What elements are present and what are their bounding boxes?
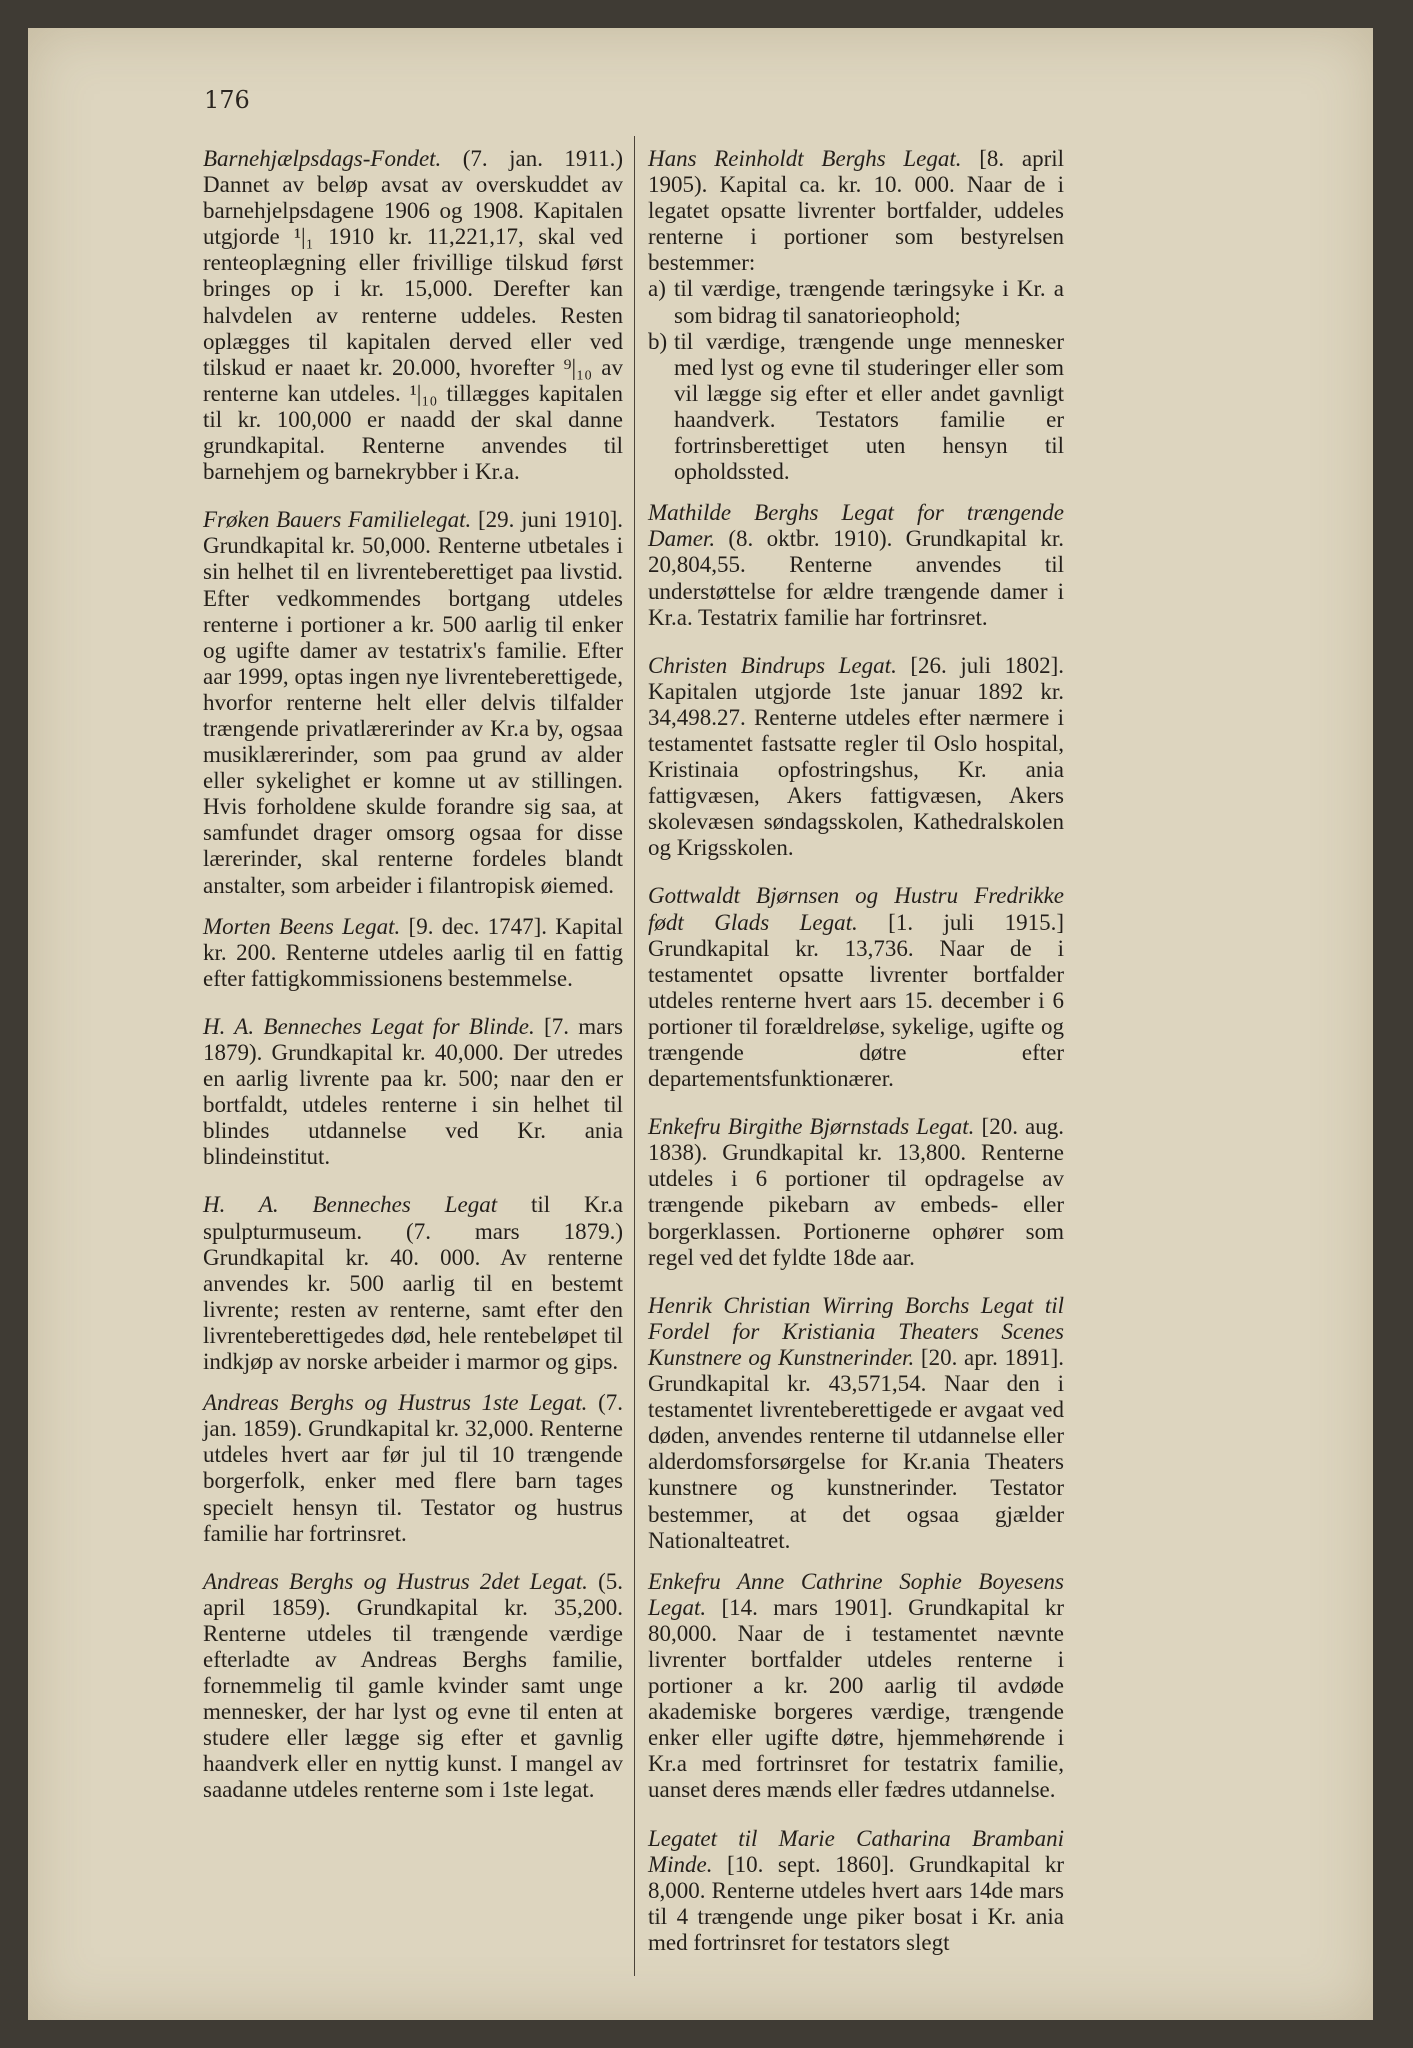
legat-entry — [648, 146, 1064, 485]
entry-title: Hans Reinholdt Berghs Legat. — [648, 146, 962, 171]
list-item — [648, 329, 1064, 486]
legat-entry — [203, 914, 623, 992]
entry-title: H. A. Benneches Legat for Blinde. — [203, 1013, 535, 1039]
entry-text: [8. april 1905). Kapital ca. kr. 10. 000. Naar de i legatet opsatte livrenter bortfalder, uddeles renterne i portioner som bestyrelsen bestemmer: — [648, 146, 1065, 276]
right-column — [648, 146, 1064, 1978]
left-column — [203, 146, 623, 1826]
list-marker: a) — [648, 276, 666, 302]
legat-entry — [648, 500, 1064, 630]
entry-text: [10. sept. 1860]. Grundkapital kr 8,000. Renterne utdeles hvert aars 14de mars til 4 trængende unge piker bosat i Kr. ania med fortrinsret for testators slegt — [648, 1851, 1064, 1955]
legat-entry — [648, 883, 1064, 1092]
entry-text: [9. dec. 1747]. Kapital kr. 200. Renterne utdeles aarlig til en fattig efter fattigkommissionens bestemmelse. — [203, 913, 623, 991]
column-divider — [634, 136, 635, 1976]
legat-entry — [203, 146, 623, 485]
legat-entry — [648, 653, 1064, 862]
entry-text: [20. aug. 1838). Grundkapital kr. 13,800. Renterne utdeles i 6 portioner til opdragelse av trængende pikebarn av embeds- eller borgerklassen. Portionerne ophører som regel ved det fyldte 18de aar. — [648, 1114, 1064, 1270]
list-item — [648, 276, 1064, 328]
entry-text: (5. april 1859). Grundkapital kr. 35,200. Renterne utdeles til trængende værdige efterladte av Andreas Berghs familie, fornemmelig til gamle kvinder samt unge mennesker, der har lyst og evne til enten at studere eller lægge sig efter et gavnlig haandverk eller en nyttig kunst. I mangel av saadanne utdeles renterne som i 1ste legat. — [203, 1568, 623, 1803]
entry-intro — [648, 146, 1064, 276]
entry-title: Henrik Christian Wirring Borchs Legat til Fordel for Kristiania Theaters Scenes Kunstnere og Kunstnerinder. — [648, 1292, 1064, 1370]
entry-title: Enkefru Birgithe Bjørnstads Legat. — [648, 1114, 975, 1140]
legat-entry — [648, 1114, 1064, 1271]
entry-text: [20. apr. 1891]. Grundkapital kr. 43,571,54. Naar den i testamentet livrenteberettigede er avgaat ved døden, anvendes renterne til utdannelse eller alderdomsforsørgelse for Kr.ania Theaters kunstnere og kunstnerinder. Testator bestemmer, at det ogsaa gjælder Nationalteatret. — [648, 1344, 1064, 1553]
entry-title: Morten Beens Legat. — [203, 913, 401, 939]
entry-title: Christen Bindrups Legat. — [648, 652, 897, 678]
list-marker: b) — [648, 328, 668, 354]
entry-text: (8. oktbr. 1910). Grundkapital kr. 20,804,55. Renterne anvendes til understøttelse for ældre trængende damer i Kr.a. Testatrix familie har fortrinsret. — [648, 526, 1064, 630]
page-number: 176 — [204, 86, 250, 114]
entry-text: [7. mars 1879). Grundkapital kr. 40,000. Der utredes en aarlig livrente paa kr. 500; naar den er bortfaldt, utdeles renterne i sin helhet til blindes utdannelse ved Kr. ania blindeinstitut. — [203, 1013, 623, 1170]
legat-entry — [203, 1569, 623, 1804]
entry-title: Legatet til Marie Catharina Brambani Minde. — [648, 1825, 1064, 1877]
list-text: til værdige, trængende tæringsyke i Kr. a som bidrag til sanatorieophold; — [674, 276, 1064, 328]
entry-text: til Kr.a spulpturmuseum. (7. mars 1879.) Grundkapital kr. 40. 000. Av renterne anvendes kr. 500 aarlig til en bestemt livrente; resten av renterne, samt efter den livrenteberettigedes død, hele rentebeløpet til indkjøp av norske arbeider i marmor og gips. — [203, 1192, 623, 1375]
entry-title: Gottwaldt Bjørnsen og Hustru Fredrikke født Glads Legat. — [648, 883, 1064, 935]
entry-text: [1. juli 1915.] Grundkapital kr. 13,736. Naar de i testamentet opsatte livrenter bortfalder utdeles renterne hvert aars 15. december i 6 portioner til forældreløse, sykelige, ugifte og trængende døtre efter departementsfunktionærer. — [648, 909, 1064, 1092]
legat-entry — [203, 507, 623, 898]
entry-text: (7. jan. 1859). Grundkapital kr. 32,000. Renterne utdeles hvert aar før jul til 10 trængende borgerfolk, enker med flere barn tages specielt hensyn til. Testator og hustrus familie har fortrinsret. — [203, 1390, 623, 1546]
entry-title: Frøken Bauers Familielegat. — [203, 507, 472, 533]
entry-title: Andreas Berghs og Hustrus 1ste Legat. — [203, 1390, 588, 1416]
entry-title: Barnehjælpsdags-Fondet. — [203, 146, 442, 171]
document-page — [28, 28, 1373, 2020]
entry-text: [29. juni 1910]. Grundkapital kr. 50,000. Renterne utbetales i sin helhet til en livrenteberettiget paa livstid. Efter vedkommendes bortgang utdeles renterne i portioner a kr. 500 aarlig til enker og ugifte damer av testatrix's familie. Efter aar 1999, optas ingen nye livrenteberettigede, hvorfor renterne helt eller delvis tilfalder trængende privatlærerinder av Kr.a by, ogsaa musiklærerinder, som paa grund av alder eller sykelighet er komne ut av stillingen. Hvis forholdene skulde forandre sig saa, at samfundet drager omsorg ogsaa for disse lærerinder, skal renterne fordeles blandt anstalter, som arbeider i filantropisk øiemed. — [203, 507, 623, 898]
legat-entry — [648, 1293, 1064, 1554]
legat-entry — [203, 1014, 623, 1171]
list-text: til værdige, trængende unge mennesker med lyst og evne til studeringer eller som vil lægge sig efter et eller andet gavnligt haandverk. Testators familie er fortrinsberettiget uten hensyn til opholdssted. — [674, 328, 1064, 485]
entry-text: [14. mars 1901]. Grundkapital kr 80,000. Naar de i testamentet nævnte livrenter bortfalder utdeles renterne i portioner a kr. 200 aarlig til avdøde akademiske borgeres værdige, trængende enker eller ugifte døtre, hjemmehørende i Kr.a med fortrinsret for testatrix familie, uanset deres mænds eller fædres utdannelse. — [648, 1594, 1064, 1803]
entry-title: H. A. Benneches Legat — [203, 1192, 498, 1218]
entry-title: Mathilde Berghs Legat for trængende Damer. — [648, 500, 1064, 552]
entry-text: (7. jan. 1911.) Dannet av beløp avsat av overskuddet av barnehjelpsdagene 1906 og 1908. Kapitalen utgjorde ¹|₁ 1910 kr. 11,221,17, skal ved renteoplægning eller frivillige tilskud først bringes op i kr. 15,000. Derefter kan halvdelen av renterne uddeles. Resten oplægges til kapitalen derved eller ved tilskud er naaet kr. 20.000, hvorefter ⁹|₁₀ av renterne kan utdeles. ¹|₁₀ tillægges kapitalen til kr. 100,000 er naadd der skal danne grundkapital. Renterne anvendes til barnehjem og barnekrybber i Kr.a. — [203, 146, 623, 485]
legat-entry — [203, 1390, 623, 1547]
legat-entry — [648, 1826, 1064, 1956]
entry-title: Andreas Berghs og Hustrus 2det Legat. — [203, 1568, 588, 1594]
entry-title: Enkefru Anne Cathrine Sophie Boyesens Legat. — [648, 1568, 1064, 1620]
legat-entry — [203, 1192, 623, 1375]
entry-text: [26. juli 1802]. Kapitalen utgjorde 1ste januar 1892 kr. 34,498.27. Renterne utdeles efter nærmere i testamentet fastsatte regler til Oslo hospital, Kristinaia opfostringshus, Kr. ania fattigvæsen, Akers fattigvæsen, Akers skolevæsen søndagsskolen, Kathedralskolen og Krigsskolen. — [648, 652, 1064, 861]
legat-entry — [648, 1569, 1064, 1804]
